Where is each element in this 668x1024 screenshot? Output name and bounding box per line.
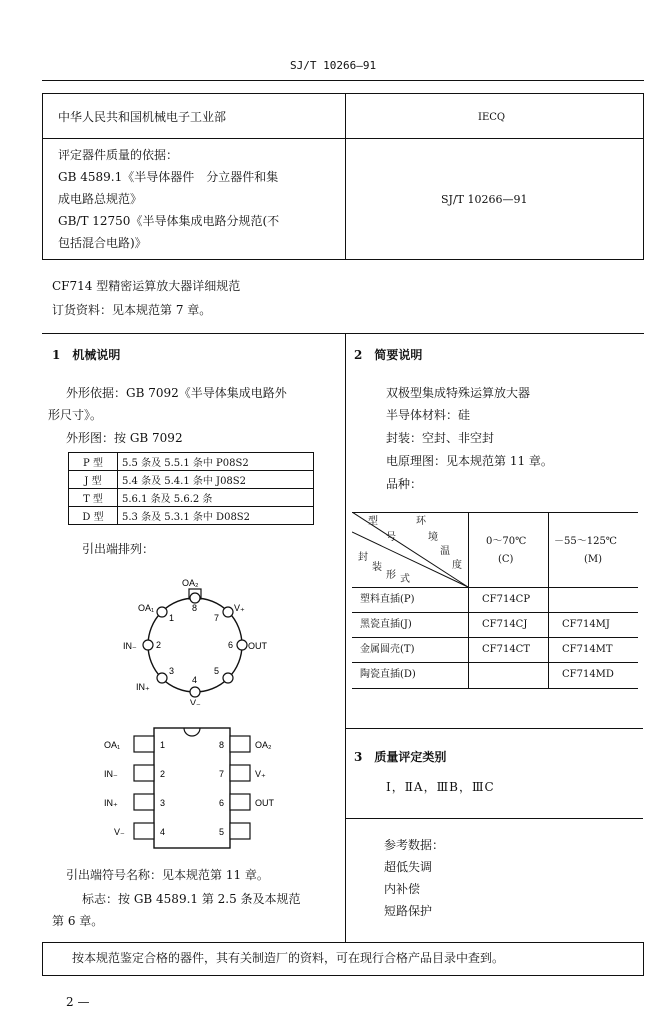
top-right-sep	[345, 138, 643, 139]
package-type: D 型	[69, 507, 118, 525]
dip-pin-number: 8	[219, 740, 225, 750]
basis-line-3: GB/T 12750《半导体集成电路分规范(不	[58, 214, 280, 228]
sec2-bottom-rule	[345, 728, 643, 729]
package-desc: 5.3 条及 5.3.1 条中 D08S2	[118, 507, 314, 525]
col-m-range: －55～125℃	[554, 536, 617, 547]
dip-right-label: OUT	[255, 798, 274, 808]
pin-label-oa2: OA₂	[182, 578, 199, 588]
row-pkg: 金属圆壳(T)	[360, 644, 415, 655]
marking-line-1: 标志：按 GB 4589.1 第 2.5 条及本规范	[82, 892, 301, 906]
dip-pin-number: 1	[160, 740, 166, 750]
pin-number: 4	[192, 675, 198, 685]
dip-pin-number: 7	[219, 769, 225, 779]
hdr-shi: 式	[400, 574, 410, 585]
package-type: P 型	[69, 453, 118, 471]
pin-number: 1	[169, 613, 175, 623]
row-pkg: 黑瓷直插(J)	[360, 619, 412, 630]
frame-left	[42, 93, 43, 260]
pin-label-out: OUT	[248, 641, 267, 651]
row-c: CF714CT	[482, 644, 530, 655]
top-block-bottom	[42, 259, 644, 260]
sections-top-rule	[42, 333, 644, 334]
dip-pin-6	[230, 794, 250, 810]
sec3-heading: 3 质量评定类别	[354, 750, 447, 764]
dip-pin-1	[134, 736, 154, 752]
reference-item: 内补偿	[384, 882, 421, 896]
sec2-line: 双极型集成特殊运算放大器	[386, 386, 531, 400]
package-desc: 5.4 条及 5.4.1 条中 J08S2	[118, 471, 314, 489]
round-package-diagram	[110, 575, 290, 705]
package-desc: 5.5 条及 5.5.1 条中 P08S2	[118, 453, 314, 471]
basis-title: 评定器件质量的依据：	[58, 148, 179, 162]
hdr-xing: 形	[386, 570, 396, 581]
col-c-code: (C)	[498, 554, 514, 565]
pin-label-in-plus: IN₊	[136, 682, 150, 692]
sections-bottom-rule	[42, 942, 644, 943]
package-row	[69, 489, 314, 507]
pinout-title: 引出端排列：	[82, 542, 155, 556]
dip-left-label: OA₁	[104, 740, 121, 750]
header-rule	[42, 80, 644, 81]
pin-label-oa1: OA₁	[138, 603, 155, 613]
hdr-type: 型	[368, 516, 378, 527]
ministry-name: 中华人民共和国机械电子工业部	[58, 110, 227, 124]
dip-pin-4	[134, 823, 154, 839]
dip-pin-8	[230, 736, 250, 752]
pin-6-pad	[237, 640, 247, 650]
col-c-range: 0～70℃	[486, 536, 527, 547]
dip-pin-number: 3	[160, 798, 166, 808]
pin-4-pad	[190, 687, 200, 697]
main-divider	[345, 333, 346, 943]
reference-title: 参考数据：	[384, 838, 445, 852]
footer-bottom-rule	[42, 975, 644, 976]
spec-title: CF714 型精密运算放大器详细规范	[52, 279, 241, 293]
row-m: CF714MD	[562, 669, 614, 680]
package-type: T 型	[69, 489, 118, 507]
hdr-feng: 封	[358, 552, 368, 563]
outline-basis-1: 外形依据：GB 7092《半导体集成电路外	[66, 386, 287, 400]
dip-pin-3	[134, 794, 154, 810]
pin-7-pad	[223, 607, 233, 617]
hdr-jing: 境	[428, 532, 438, 543]
pin-number: 5	[214, 666, 220, 676]
basis-line-4: 包括混合电路)》	[58, 236, 147, 250]
hdr-env: 环	[416, 516, 426, 527]
row-pkg: 塑料直插(P)	[360, 594, 415, 605]
sec3-bottom-rule	[345, 818, 643, 819]
dip-pin-number: 6	[219, 798, 225, 808]
dip-left-label: IN₋	[104, 769, 118, 779]
pin-label-vplus: V₊	[234, 603, 245, 613]
outline-figure: 外形图：按 GB 7092	[66, 431, 183, 445]
dip-pin-2	[134, 765, 154, 781]
reference-item: 短路保护	[384, 904, 433, 918]
order-info: 订货资料：见本规范第 7 章。	[52, 303, 212, 317]
dip-package-diagram	[98, 724, 308, 854]
sec1-heading: 1 机械说明	[52, 348, 121, 362]
sec2-line: 半导体材料：硅	[386, 408, 471, 422]
package-desc: 5.6.1 条及 5.6.2 条	[118, 489, 314, 507]
package-type: J 型	[69, 471, 118, 489]
pin-number: 2	[156, 640, 162, 650]
dip-left-label: IN₊	[104, 798, 118, 808]
top-divider	[345, 93, 346, 260]
dip-pin-number: 2	[160, 769, 166, 779]
pin-5-pad	[223, 673, 233, 683]
pin-number: 6	[228, 640, 234, 650]
pin-1-pad	[157, 607, 167, 617]
dip-pin-7	[230, 765, 250, 781]
pin-number: 3	[169, 666, 175, 676]
package-row	[69, 471, 314, 489]
dip-pin-5	[230, 823, 250, 839]
dip-right-label: OA₂	[255, 740, 272, 750]
spec-number: SJ/T 10266—91	[441, 193, 528, 206]
iecq-label: IECQ	[478, 112, 506, 123]
dip-pin-number: 4	[160, 827, 166, 837]
footer-right	[643, 942, 644, 976]
outline-basis-2: 形尺寸》。	[48, 408, 103, 422]
dip-right-label: V₊	[255, 769, 266, 779]
basis-line-1: GB 4589.1《半导体器件 分立器件和集	[58, 170, 279, 184]
pin-number: 8	[192, 603, 198, 613]
sec2-line: 品种：	[386, 477, 423, 491]
footer-left	[42, 942, 43, 976]
footer-note: 按本规范鉴定合格的器件，其有关制造厂的资料，可在现行合格产品目录中查到。	[72, 951, 505, 965]
standard-number-header: SJ/T 10266—91	[290, 59, 377, 72]
basis-line-2: 成电路总规范》	[58, 192, 143, 206]
hdr-hao: 号	[386, 532, 396, 543]
row-c: CF714CP	[482, 594, 531, 605]
frame-right	[643, 93, 644, 260]
dip-left-label: V₋	[114, 827, 125, 837]
row-c: CF714CJ	[482, 619, 528, 630]
row-m: CF714MJ	[562, 619, 610, 630]
grade-table	[352, 512, 638, 690]
sec2-line: 封装：空封、非空封	[386, 431, 495, 445]
pin-name-note: 引出端符号名称：见本规范第 11 章。	[66, 868, 269, 882]
dip-pin-number: 5	[219, 827, 225, 837]
package-row	[69, 453, 314, 471]
sec2-line: 电原理图：见本规范第 11 章。	[386, 454, 553, 468]
quality-categories: Ⅰ，ⅡA，ⅢB，ⅢC	[386, 780, 495, 794]
page-number: 2 —	[66, 995, 90, 1009]
pin-label-in-minus: IN₋	[123, 641, 137, 651]
frame-top	[42, 93, 644, 94]
marking-line-2: 第 6 章。	[52, 914, 104, 928]
dip-notch	[184, 728, 200, 736]
pin-3-pad	[157, 673, 167, 683]
pin-2-pad	[143, 640, 153, 650]
package-table	[68, 452, 314, 525]
package-row	[69, 507, 314, 525]
row-pkg: 陶瓷直插(D)	[360, 669, 416, 680]
hdr-wen: 温	[440, 546, 450, 557]
pin-8-pad	[190, 593, 200, 603]
col-m-code: (M)	[584, 554, 603, 565]
top-left-sep	[42, 138, 345, 139]
sec2-heading: 2 简要说明	[354, 348, 423, 362]
hdr-du: 度	[452, 560, 462, 571]
pin-label-vminus: V₋	[190, 698, 201, 705]
pin-number: 7	[214, 613, 220, 623]
row-m: CF714MT	[562, 644, 613, 655]
reference-item: 超低失调	[384, 860, 433, 874]
hdr-zhuang: 装	[372, 562, 382, 573]
